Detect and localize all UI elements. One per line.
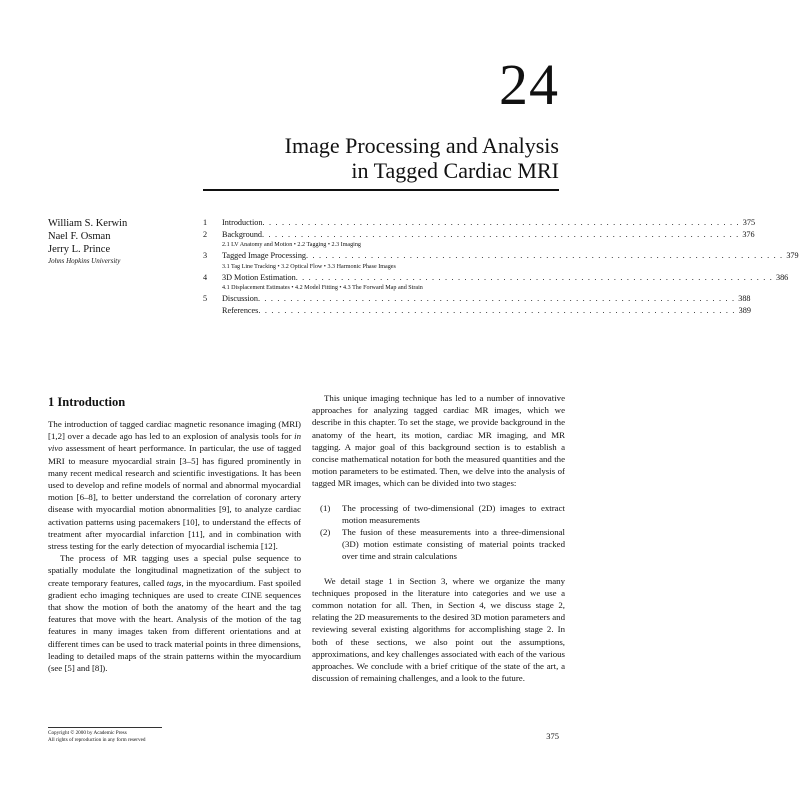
chapter-title-line-2: in Tagged Cardiac MRI	[351, 158, 559, 183]
toc-subsections: 4.1 Displacement Estimates • 4.2 Model Fitting • 4.3 The Forward Map and Strain	[222, 285, 423, 291]
author-name: Nael F. Osman	[48, 231, 111, 242]
toc-page: 375	[742, 218, 756, 227]
toc-title: Background	[222, 229, 263, 239]
chapter-title-line-1: Image Processing and Analysis	[284, 133, 559, 158]
list-item	[312, 526, 565, 563]
table-of-contents	[203, 217, 799, 316]
toc-item[interactable]	[203, 272, 789, 294]
toc-subsections: 3.1 Tag Line Tracking • 3.2 Optical Flow • 3.3 Harmonic Phase Images	[222, 263, 396, 270]
toc-page: 379	[786, 251, 799, 260]
toc-title: Introduction	[222, 218, 263, 227]
toc-leader-dots: . . . . . . . . . . . . . . . . . . . . . . . . . . . . . . . . . . . . . . . . . . . . . . . . . . . . . . . . . . . . . . . . . . . . . . . . . .	[258, 305, 736, 315]
toc-leader-dots: . . . . . . . . . . . . . . . . . . . . . . . . . . . . . . . . . . . . . . . . . . . . . . . . . . . . . . . . . . . . . . . . . . . . . . . . . .	[306, 251, 784, 260]
toc-title: Tagged Image Processing	[222, 251, 307, 260]
toc-page: 389	[738, 305, 751, 315]
body-paragraph	[48, 552, 301, 674]
toc-number: 1	[203, 218, 208, 227]
toc-number	[203, 305, 222, 317]
toc-item[interactable]	[203, 293, 751, 305]
toc-page: 376	[742, 229, 755, 239]
chapter-title	[285, 133, 559, 183]
toc-page: 388	[738, 294, 751, 303]
toc-title: Discussion	[222, 294, 258, 303]
toc-number: 3	[203, 251, 208, 260]
body-paragraph: We detail stage 1 in Section 3, where we organize the many techniques proposed in the literature into categories and we use a common notation for all. Then, in Section 4, we discuss stage 2, relating the 2D measurements to the desired 3D motion parameters and reviewing several existing algorithms for accomplishing stage 2. In both of these sections, we also point out the assumptions, approximations, and key challenges associated with each of the various approaches. We conclude with a brief critique of the state of the art, a discussion of remaining challenges, and a look to the future.	[312, 575, 565, 684]
toc-item[interactable]	[203, 217, 756, 229]
left-column	[48, 418, 301, 674]
list-item-number: (1)	[320, 502, 331, 513]
body-text: The process of MR tagging uses a special pulse sequence to spatially modulate the longitudinal magnetization of the subject to create temporary features, called	[48, 553, 301, 588]
body-paragraph	[48, 418, 301, 552]
title-rule	[203, 189, 559, 191]
right-column	[312, 392, 565, 684]
toc-item[interactable]	[203, 305, 751, 317]
copyright-notice	[48, 730, 146, 744]
author-block	[48, 217, 127, 266]
section-heading: 1 Introduction	[48, 395, 126, 409]
stage-list	[312, 502, 565, 563]
toc-item[interactable]	[203, 229, 755, 251]
toc-title: References	[222, 305, 259, 315]
body-text-italic: in vivo	[48, 431, 301, 454]
list-item-text: The processing of two-dimensional (2D) images to extract motion measurements	[342, 502, 565, 525]
list-item-text: The fusion of these measurements into a three-dimensional (3D) motion estimate consisting of material points tracked over time and strain calculations	[342, 527, 565, 562]
page-number: 375	[546, 731, 559, 741]
author-affiliation: Johns Hopkins University	[48, 257, 121, 265]
toc-page: 386	[775, 272, 789, 282]
toc-number: 2	[203, 229, 208, 239]
body-text: assessment of heart performance. In particular, the use of tagged MRI to measure myocardial strain [3–5] has figured prominently in many recent medical research and scientific investigations. It has been used to develop and refine models of normal and abnormal myocardial motion [6–8], to better understand the correlation of coronary artery disease with myocardial motion abnormalities [9], to analyze cardiac activation patterns using pacemakers [10], to understand the effects of treatment after myocardial infarction [11], and in combination with stress testing for the early detection of myocardial ischemia [12].	[48, 443, 301, 552]
body-text: , in the myocardium. Fast spoiled gradient echo imaging techniques are used to create CINE sequences that show the motion of both the anatomy of the heart and the tag features that move with the heart. Analysis of the motion of the tag features in many images taken from different orientations and at different times can be used to track material points in three dimensions, leading to detailed maps of the strain patterns within the myocardium (see [5] and [8]).	[48, 577, 301, 674]
toc-number: 5	[203, 294, 208, 303]
toc-leader-dots: . . . . . . . . . . . . . . . . . . . . . . . . . . . . . . . . . . . . . . . . . . . . . . . . . . . . . . . . . . . . . . . . . . . . . . . . . .	[262, 218, 740, 227]
body-text-italic: tags	[166, 577, 182, 588]
author-name: William S. Kerwin	[48, 218, 128, 229]
body-text: The introduction of tagged cardiac magnetic resonance imaging (MRI) [1,2] over a decade ago has led to an explosion of analysis tools for	[48, 419, 301, 442]
list-item	[312, 502, 565, 526]
toc-leader-dots: . . . . . . . . . . . . . . . . . . . . . . . . . . . . . . . . . . . . . . . . . . . . . . . . . . . . . . . . . . . . . . . . . . . . . . . . . .	[295, 272, 773, 282]
copyright-line: Copyright © 2000 by Academic Press	[48, 730, 127, 736]
toc-item[interactable]	[203, 250, 799, 272]
footer-rule	[48, 727, 162, 728]
rights-line: All rights of reproduction in any form reserved	[48, 737, 146, 743]
toc-leader-dots: . . . . . . . . . . . . . . . . . . . . . . . . . . . . . . . . . . . . . . . . . . . . . . . . . . . . . . . . . . . . . . . . . . . . . . . . . .	[257, 294, 736, 303]
list-item-number: (2)	[320, 527, 331, 538]
toc-title: 3D Motion Estimation	[222, 272, 296, 282]
toc-number: 4	[203, 272, 208, 282]
chapter-number: 24	[499, 52, 559, 117]
toc-leader-dots: . . . . . . . . . . . . . . . . . . . . . . . . . . . . . . . . . . . . . . . . . . . . . . . . . . . . . . . . . . . . . . . . . . . . . . . . . .	[262, 229, 740, 239]
body-paragraph: This unique imaging technique has led to a number of innovative approaches for analyzing tagged cardiac MR images, which we describe in this chapter. To set the stage, we provide background in the anatomy of the heart, its motion, cardiac MR imaging, and MR tagging. A major goal of this background section is to establish a concise mathematical notation for both the measured quantities and the motion parameters to be estimated. Then, we delve into the analysis of tagged MR images, which can be divided into two stages:	[312, 393, 565, 489]
author-name: Jerry L. Prince	[48, 244, 111, 255]
toc-subsections: 2.1 LV Anatomy and Motion • 2.2 Tagging • 2.3 Imaging	[222, 242, 361, 248]
